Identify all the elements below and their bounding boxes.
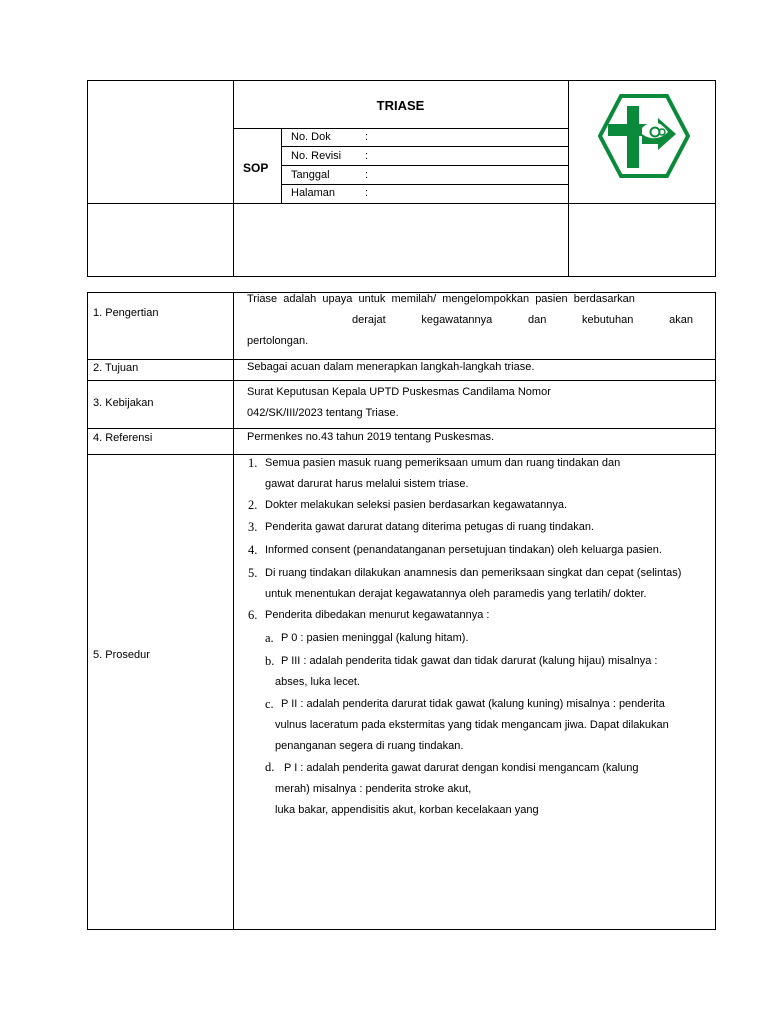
step-number: 1. <box>248 456 258 470</box>
substep-letter: c. <box>265 697 274 711</box>
meta-label-no-dok: No. Dok <box>291 131 331 143</box>
document-title: TRIASE <box>376 98 425 113</box>
step-4-line-1: Informed consent (penandatanganan persetujuan tindakan) oleh keluarga pasien. <box>265 544 662 556</box>
meta-row-line <box>281 146 568 147</box>
step-number: 5. <box>248 566 258 580</box>
meta-label-halaman: Halaman <box>291 187 336 199</box>
substep-d-line-3: luka bakar, appendisitis akut, korban kecelakaan yang <box>275 804 539 816</box>
puskesmas-logo-icon <box>598 94 690 178</box>
title-divider <box>233 128 568 129</box>
pengertian-line-3: pertolongan. <box>247 335 309 347</box>
meta-label-tanggal: Tanggal <box>291 169 330 181</box>
pengertian-word: derajat <box>352 314 386 326</box>
kebijakan-line-2: 042/SK/III/2023 tentang Triase. <box>247 407 399 419</box>
substep-a-line-1: P 0 : pasien meninggal (kalung hitam). <box>281 632 469 644</box>
content-col-divider <box>233 292 234 930</box>
substep-letter: b. <box>265 654 275 668</box>
step-number: 3. <box>248 520 258 534</box>
step-6-line-1: Penderita dibedakan menurut kegawatannya : <box>265 609 490 621</box>
header-row-divider <box>87 203 716 204</box>
pengertian-word: akan <box>669 314 693 326</box>
substep-d-line-2: merah) misalnya : penderita stroke akut, <box>275 783 472 795</box>
substep-c-line-3: penanganan segera di ruang tindakan. <box>275 740 464 752</box>
meta-sep: : <box>365 187 369 199</box>
row-label-kebijakan: 3. Kebijakan <box>93 397 154 409</box>
step-number: 6. <box>248 608 258 622</box>
step-number: 2. <box>248 498 258 512</box>
meta-sep: : <box>365 131 369 143</box>
step-1-line-2: gawat darurat harus melalui sistem triase. <box>265 478 469 490</box>
row-label-tujuan: 2. Tujuan <box>93 362 139 374</box>
substep-letter: a. <box>265 631 274 645</box>
meta-sep: : <box>365 169 369 181</box>
kebijakan-line-1: Surat Keputusan Kepala UPTD Puskesmas Candilama Nomor <box>247 386 551 398</box>
meta-label-no-revisi: No. Revisi <box>291 150 342 162</box>
substep-c-line-2: vulnus laceratum pada ekstermitas yang tidak mengancam jiwa. Dapat dilakukan <box>275 719 669 731</box>
meta-row-line <box>281 165 568 166</box>
pengertian-word: kebutuhan <box>582 314 634 326</box>
step-3-line-1: Penderita gawat darurat datang diterima petugas di ruang tindakan. <box>265 521 594 533</box>
content-row-line <box>87 359 716 360</box>
row-label-pengertian: 1. Pengertian <box>93 307 159 319</box>
content-row-line <box>87 454 716 455</box>
row-label-referensi: 4. Referensi <box>93 432 153 444</box>
pengertian-line-2 <box>247 314 693 326</box>
step-5-line-2: untuk menentukan derajat kegawatannya oleh paramedis yang terlatih/ dokter. <box>265 588 647 600</box>
step-1-line-1: Semua pasien masuk ruang pemeriksaan umum dan ruang tindakan dan <box>265 457 621 469</box>
row-label-prosedur: 5. Prosedur <box>93 649 150 661</box>
pengertian-word: kegawatannya <box>421 314 493 326</box>
meta-sep: : <box>365 150 369 162</box>
substep-letter: d. <box>265 760 275 774</box>
step-5-line-1: Di ruang tindakan dilakukan anamnesis dan pemeriksaan singkat dan cepat (selintas) <box>265 567 682 579</box>
pengertian-line-1: Triase adalah upaya untuk memilah/ mengelompokkan pasien berdasarkan <box>247 293 635 305</box>
substep-b-line-1: P III : adalah penderita tidak gawat dan tidak darurat (kalung hijau) misalnya : <box>281 655 658 667</box>
content-row-line <box>87 380 716 381</box>
referensi-text: Permenkes no.43 tahun 2019 tentang Puskesmas. <box>247 431 495 443</box>
meta-row-line <box>281 184 568 185</box>
tujuan-text: Sebagai acuan dalam menerapkan langkah-langkah triase. <box>247 361 535 373</box>
step-2-line-1: Dokter melakukan seleksi pasien berdasarkan kegawatannya. <box>265 499 568 511</box>
content-row-line <box>87 428 716 429</box>
substep-b-line-2: abses, luka lecet. <box>275 676 360 688</box>
substep-c-line-1: P II : adalah penderita darurat tidak gawat (kalung kuning) misalnya : penderita <box>281 698 665 710</box>
substep-d-line-1: P I : adalah penderita gawat darurat dengan kondisi mengancam (kalung <box>284 762 639 774</box>
pengertian-word: dan <box>527 314 547 326</box>
sop-label: SOP <box>243 161 269 175</box>
step-number: 4. <box>248 543 258 557</box>
header-col-divider-right <box>568 80 569 277</box>
